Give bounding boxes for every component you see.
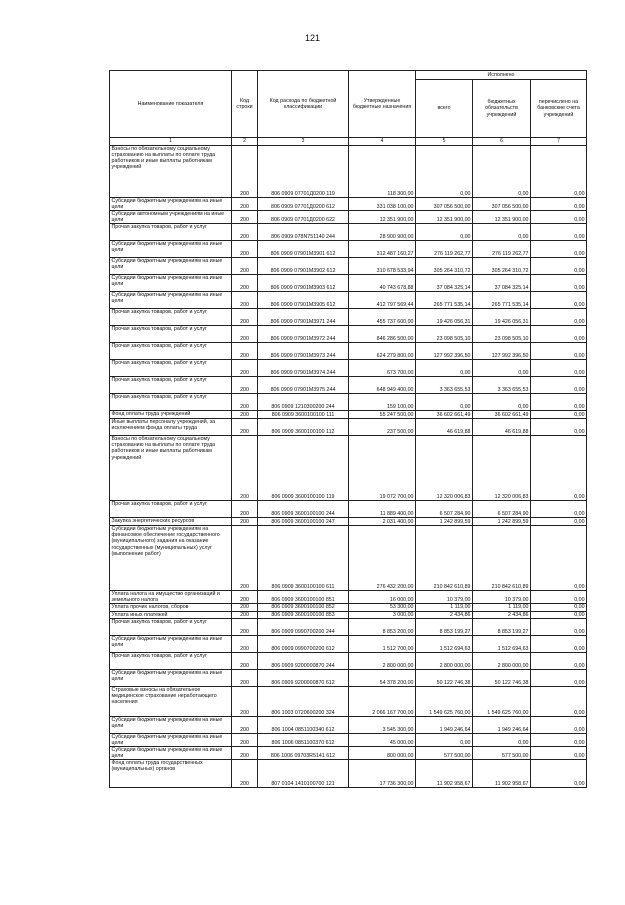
- budget-classification-code: 806 0909 0990700200 612: [258, 635, 349, 652]
- row-name: Субсидии бюджетным учреждениям на финансовое обеспечение государственного (муниципального) задания на оказание государственных (муниципальных) услуг (выполнение работ): [110, 526, 232, 591]
- executed-total: 3 363 655,53: [416, 377, 473, 394]
- budget-classification-code: 806 0909 07901М3905 612: [258, 292, 349, 309]
- table-row: [110, 224, 587, 241]
- budget-classification-code: 806 0909 07901М3974 244: [258, 360, 349, 377]
- budget-classification-code: 806 0909 1210300200 244: [258, 394, 349, 411]
- executed-transferred: 0,00: [531, 746, 587, 759]
- approved-amount: 2 800 000,00: [349, 652, 416, 669]
- header-name: Наименование показателя: [110, 71, 232, 138]
- executed-budget-institutions: 0,00: [473, 394, 531, 411]
- executed-total: 0,00: [416, 394, 473, 411]
- column-number: 6: [473, 138, 531, 146]
- row-name: Уплата налога на имущество организаций и земельного налога: [110, 591, 232, 604]
- approved-amount: 53 300,00: [349, 604, 416, 611]
- table-row: [110, 652, 587, 669]
- column-number: 5: [416, 138, 473, 146]
- budget-classification-code: 807 0104 1410100700 121: [258, 759, 349, 787]
- budget-classification-code: 806 0909 3600100100 247: [258, 518, 349, 526]
- budget-classification-code: 806 1003 0720600200 324: [258, 686, 349, 716]
- executed-transferred: 0,00: [531, 669, 587, 686]
- budget-classification-code: 806 1006 09703R5141 612: [258, 746, 349, 759]
- row-code: 200: [232, 635, 258, 652]
- approved-amount: 412 797 569,44: [349, 292, 416, 309]
- budget-classification-code: 806 1004 0851100340 612: [258, 716, 349, 733]
- executed-budget-institutions: 6 507 284,90: [473, 501, 531, 518]
- executed-transferred: 0,00: [531, 604, 587, 611]
- executed-budget-institutions: 2 800 000,00: [473, 652, 531, 669]
- approved-amount: 17 736 300,00: [349, 759, 416, 787]
- row-code: 200: [232, 360, 258, 377]
- table-row: [110, 746, 587, 759]
- table-row: [110, 394, 587, 411]
- table-row: [110, 611, 587, 618]
- table-row: [110, 146, 587, 198]
- table-row: [110, 241, 587, 258]
- executed-total: 1 512 694,63: [416, 635, 473, 652]
- header-transferred: перечислено на банковские счета учреждений: [531, 80, 587, 138]
- table-row: [110, 518, 587, 526]
- row-name: Закупка энергетических ресурсов: [110, 518, 232, 526]
- header-executed: Исполнено: [416, 71, 587, 80]
- table-row: [110, 309, 587, 326]
- approved-amount: 310 678 533,94: [349, 258, 416, 275]
- approved-amount: 8 853 200,00: [349, 618, 416, 635]
- approved-amount: 648 949 400,00: [349, 377, 416, 394]
- executed-transferred: 0,00: [531, 716, 587, 733]
- executed-transferred: 0,00: [531, 411, 587, 419]
- approved-amount: 3 545 300,00: [349, 716, 416, 733]
- executed-transferred: 0,00: [531, 309, 587, 326]
- budget-classification-code: 806 0909 3600100100 852: [258, 604, 349, 611]
- row-code: 200: [232, 146, 258, 198]
- table-row: [110, 591, 587, 604]
- budget-classification-code: 806 0909 3600100100 112: [258, 419, 349, 436]
- executed-budget-institutions: 1 119,00: [473, 604, 531, 611]
- executed-total: 2 434,86: [416, 611, 473, 618]
- executed-budget-institutions: 2 434,86: [473, 611, 531, 618]
- table-row: [110, 618, 587, 635]
- approved-amount: 846 286 500,00: [349, 326, 416, 343]
- executed-transferred: 0,00: [531, 198, 587, 211]
- executed-transferred: 0,00: [531, 501, 587, 518]
- approved-amount: 276 432 200,00: [349, 526, 416, 591]
- row-code: 200: [232, 759, 258, 787]
- executed-total: 23 098 505,10: [416, 326, 473, 343]
- approved-amount: 455 737 600,00: [349, 309, 416, 326]
- executed-budget-institutions: 0,00: [473, 146, 531, 198]
- row-name: Прочая закупка товаров, работ и услуг: [110, 394, 232, 411]
- executed-total: 6 507 284,90: [416, 501, 473, 518]
- table-row: [110, 292, 587, 309]
- budget-execution-table: [109, 70, 587, 788]
- table-row: [110, 635, 587, 652]
- approved-amount: 312 487 160,27: [349, 241, 416, 258]
- row-name: Прочая закупка товаров, работ и услуг: [110, 326, 232, 343]
- row-name: Субсидии бюджетным учреждениям на иные цели: [110, 292, 232, 309]
- row-code: 200: [232, 241, 258, 258]
- approved-amount: 159 100,00: [349, 394, 416, 411]
- table-row: [110, 604, 587, 611]
- row-name: Прочая закупка товаров, работ и услуг: [110, 343, 232, 360]
- approved-amount: 55 247 500,00: [349, 411, 416, 419]
- executed-transferred: 0,00: [531, 258, 587, 275]
- executed-total: 36 602 661,49: [416, 411, 473, 419]
- executed-total: 8 853 199,27: [416, 618, 473, 635]
- row-name: Фонд оплаты труда государственных (муниципальных) органов: [110, 759, 232, 787]
- row-code: 200: [232, 618, 258, 635]
- table-row: [110, 360, 587, 377]
- row-code: 200: [232, 716, 258, 733]
- budget-classification-code: 806 0909 0990700200 244: [258, 618, 349, 635]
- row-name: Субсидии автономным учреждениям на иные цели: [110, 211, 232, 224]
- executed-budget-institutions: 10 379,00: [473, 591, 531, 604]
- executed-total: 11 902 958,67: [416, 759, 473, 787]
- row-name: Субсидии бюджетным учреждениям на иные цели: [110, 635, 232, 652]
- executed-transferred: 0,00: [531, 394, 587, 411]
- row-code: 200: [232, 275, 258, 292]
- executed-budget-institutions: 1 242 899,59: [473, 518, 531, 526]
- executed-budget-institutions: 46 619,88: [473, 419, 531, 436]
- row-name: Субсидии бюджетным учреждениям на иные цели: [110, 669, 232, 686]
- executed-transferred: 0,00: [531, 759, 587, 787]
- column-number: 7: [531, 138, 587, 146]
- row-code: 200: [232, 343, 258, 360]
- table-row: [110, 436, 587, 501]
- header-approved: Утвержденные бюджетные назначения: [349, 71, 416, 138]
- executed-total: 210 842 610,89: [416, 526, 473, 591]
- row-code: 200: [232, 526, 258, 591]
- approved-amount: 2 031 400,00: [349, 518, 416, 526]
- executed-budget-institutions: 50 122 746,38: [473, 669, 531, 686]
- approved-amount: 800 000,00: [349, 746, 416, 759]
- executed-budget-institutions: 0,00: [473, 733, 531, 746]
- approved-amount: 40 743 678,88: [349, 275, 416, 292]
- budget-classification-code: 806 0909 3600100100 111: [258, 411, 349, 419]
- executed-total: 265 771 535,14: [416, 292, 473, 309]
- header-total: всего: [416, 80, 473, 138]
- column-number: 1: [110, 138, 232, 146]
- budget-classification-code: 806 0909 07901М3975 244: [258, 377, 349, 394]
- budget-classification-code: 806 0909 07901М3902 612: [258, 258, 349, 275]
- executed-transferred: 0,00: [531, 652, 587, 669]
- row-code: 200: [232, 436, 258, 501]
- page-number: 121: [304, 33, 321, 43]
- approved-amount: 2 066 167 700,00: [349, 686, 416, 716]
- row-code: 200: [232, 652, 258, 669]
- row-code: 200: [232, 326, 258, 343]
- budget-classification-code: 806 0909 3600100100 611: [258, 526, 349, 591]
- approved-amount: 45 000,00: [349, 733, 416, 746]
- executed-total: 0,00: [416, 733, 473, 746]
- budget-classification-code: 806 0909 07901М3971 244: [258, 309, 349, 326]
- executed-transferred: 0,00: [531, 224, 587, 241]
- executed-total: 0,00: [416, 146, 473, 198]
- row-name: Страховые взносы на обязательное медицинское страхование неработающего населения: [110, 686, 232, 716]
- table-row: [110, 258, 587, 275]
- approved-amount: 118 300,00: [349, 146, 416, 198]
- executed-budget-institutions: 307 056 500,00: [473, 198, 531, 211]
- row-name: Прочая закупка товаров, работ и услуг: [110, 360, 232, 377]
- table-row: [110, 669, 587, 686]
- budget-classification-code: 806 0909 9200000870 612: [258, 669, 349, 686]
- row-code: 200: [232, 591, 258, 604]
- executed-transferred: 0,00: [531, 618, 587, 635]
- executed-total: 1 242 899,59: [416, 518, 473, 526]
- executed-total: 2 800 000,00: [416, 652, 473, 669]
- executed-total: 1 119,00: [416, 604, 473, 611]
- approved-amount: 237 500,00: [349, 419, 416, 436]
- executed-transferred: 0,00: [531, 686, 587, 716]
- executed-transferred: 0,00: [531, 591, 587, 604]
- row-name: Взносы по обязательному социальному страхованию на выплаты по оплате труда работников и иные выплаты работникам учреждений: [110, 146, 232, 198]
- executed-budget-institutions: 265 771 535,14: [473, 292, 531, 309]
- executed-budget-institutions: 1 549 625 760,00: [473, 686, 531, 716]
- row-code: 200: [232, 419, 258, 436]
- executed-total: 12 320 006,83: [416, 436, 473, 501]
- budget-classification-code: 806 0909 9200000870 244: [258, 652, 349, 669]
- executed-total: 0,00: [416, 224, 473, 241]
- row-name: Субсидии бюджетным учреждениям на иные цели: [110, 241, 232, 258]
- approved-amount: 19 072 700,00: [349, 436, 416, 501]
- row-code: 200: [232, 211, 258, 224]
- table-row: [110, 411, 587, 419]
- budget-classification-code: 806 0909 07701Д0200 622: [258, 211, 349, 224]
- executed-transferred: 0,00: [531, 635, 587, 652]
- header-budget-code: Код расхода по бюджетной классификации: [258, 71, 349, 138]
- row-code: 200: [232, 686, 258, 716]
- executed-budget-institutions: 23 098 505,10: [473, 326, 531, 343]
- executed-budget-institutions: 11 902 958,67: [473, 759, 531, 787]
- executed-transferred: 0,00: [531, 419, 587, 436]
- approved-amount: 28 900 900,00: [349, 224, 416, 241]
- table-row: [110, 419, 587, 436]
- executed-budget-institutions: 8 853 199,27: [473, 618, 531, 635]
- approved-amount: 12 351 900,00: [349, 211, 416, 224]
- column-number: 3: [258, 138, 349, 146]
- row-name: Прочая закупка товаров, работ и услуг: [110, 224, 232, 241]
- executed-budget-institutions: 19 426 056,31: [473, 309, 531, 326]
- row-name: Фонд оплаты труда учреждений: [110, 411, 232, 419]
- executed-total: 305 264 310,72: [416, 258, 473, 275]
- table-row: [110, 733, 587, 746]
- row-name: Взносы по обязательному социальному страхованию на выплаты по оплате труда работников и иные выплаты работникам учреждений: [110, 436, 232, 501]
- budget-classification-code: 806 0909 07901М3903 612: [258, 275, 349, 292]
- row-code: 200: [232, 746, 258, 759]
- approved-amount: 331 038 100,00: [349, 198, 416, 211]
- executed-budget-institutions: 37 084 325,14: [473, 275, 531, 292]
- table-row: [110, 526, 587, 591]
- executed-budget-institutions: 305 264 310,72: [473, 258, 531, 275]
- approved-amount: 3 000,00: [349, 611, 416, 618]
- approved-amount: 16 000,00: [349, 591, 416, 604]
- executed-total: 37 084 325,14: [416, 275, 473, 292]
- budget-classification-code: 806 0909 078N751140 244: [258, 224, 349, 241]
- executed-total: 46 619,88: [416, 419, 473, 436]
- executed-budget-institutions: 0,00: [473, 224, 531, 241]
- budget-classification-code: 806 0909 07901М3972 244: [258, 326, 349, 343]
- row-code: 200: [232, 377, 258, 394]
- executed-total: 307 056 500,00: [416, 198, 473, 211]
- executed-budget-institutions: 12 320 006,83: [473, 436, 531, 501]
- executed-budget-institutions: 36 602 661,49: [473, 411, 531, 419]
- executed-total: 577 500,00: [416, 746, 473, 759]
- executed-total: 12 351 900,00: [416, 211, 473, 224]
- executed-transferred: 0,00: [531, 326, 587, 343]
- budget-classification-code: 806 0909 07901М3901 612: [258, 241, 349, 258]
- table-row: [110, 326, 587, 343]
- approved-amount: 11 889 400,00: [349, 501, 416, 518]
- row-name: Иные выплаты персоналу учреждений, за исключением фонда оплаты труда: [110, 419, 232, 436]
- row-name: Субсидии бюджетным учреждениям на иные цели: [110, 746, 232, 759]
- table-body: [110, 146, 587, 788]
- header-row-code: Код строки: [232, 71, 258, 138]
- budget-classification-code: 806 0909 07701Д0200 119: [258, 146, 349, 198]
- row-code: 200: [232, 611, 258, 618]
- budget-classification-code: 806 0909 07701Д0200 612: [258, 198, 349, 211]
- executed-total: 19 426 056,31: [416, 309, 473, 326]
- executed-transferred: 0,00: [531, 211, 587, 224]
- row-name: Субсидии бюджетным учреждениям на иные цели: [110, 198, 232, 211]
- row-name: Прочая закупка товаров, работ и услуг: [110, 309, 232, 326]
- executed-total: 1 549 625 760,00: [416, 686, 473, 716]
- budget-classification-code: 806 1006 0851100370 612: [258, 733, 349, 746]
- approved-amount: 673 700,00: [349, 360, 416, 377]
- executed-budget-institutions: 12 351 900,00: [473, 211, 531, 224]
- approved-amount: 54 378 200,00: [349, 669, 416, 686]
- row-name: Субсидии бюджетным учреждениям на иные цели: [110, 275, 232, 292]
- executed-budget-institutions: 276 119 262,77: [473, 241, 531, 258]
- row-name: Прочая закупка товаров, работ и услуг: [110, 377, 232, 394]
- executed-transferred: 0,00: [531, 733, 587, 746]
- executed-transferred: 0,00: [531, 377, 587, 394]
- executed-transferred: 0,00: [531, 436, 587, 501]
- table-row: [110, 377, 587, 394]
- executed-budget-institutions: 210 842 610,89: [473, 526, 531, 591]
- row-code: 200: [232, 292, 258, 309]
- executed-total: 1 949 246,64: [416, 716, 473, 733]
- budget-classification-code: 806 0909 07901М3973 244: [258, 343, 349, 360]
- executed-transferred: 0,00: [531, 343, 587, 360]
- row-name: Прочая закупка товаров, работ и услуг: [110, 618, 232, 635]
- executed-transferred: 0,00: [531, 526, 587, 591]
- column-number-row: [110, 138, 587, 146]
- row-code: 200: [232, 604, 258, 611]
- table-row: [110, 759, 587, 787]
- budget-classification-code: 806 0909 3600100100 244: [258, 501, 349, 518]
- row-code: 200: [232, 501, 258, 518]
- executed-budget-institutions: 0,00: [473, 360, 531, 377]
- row-code: 200: [232, 518, 258, 526]
- table-row: [110, 198, 587, 211]
- executed-budget-institutions: 577 500,00: [473, 746, 531, 759]
- executed-budget-institutions: 1 512 694,63: [473, 635, 531, 652]
- executed-total: 127 992 396,50: [416, 343, 473, 360]
- executed-transferred: 0,00: [531, 611, 587, 618]
- budget-classification-code: 806 0909 3600100100 851: [258, 591, 349, 604]
- column-number: 2: [232, 138, 258, 146]
- budget-classification-code: 806 0909 3600100100 853: [258, 611, 349, 618]
- executed-total: 0,00: [416, 360, 473, 377]
- row-name: Прочая закупка товаров, работ и услуг: [110, 501, 232, 518]
- table-row: [110, 716, 587, 733]
- row-code: 200: [232, 669, 258, 686]
- row-code: 200: [232, 733, 258, 746]
- approved-amount: 624 279 800,00: [349, 343, 416, 360]
- executed-transferred: 0,00: [531, 292, 587, 309]
- table-row: [110, 501, 587, 518]
- executed-total: 276 119 262,77: [416, 241, 473, 258]
- row-name: Субсидии бюджетным учреждениям на иные цели: [110, 258, 232, 275]
- header-budget-institutions: бюджетных обязательств учреждений: [473, 80, 531, 138]
- executed-transferred: 0,00: [531, 146, 587, 198]
- row-code: 200: [232, 198, 258, 211]
- executed-transferred: 0,00: [531, 518, 587, 526]
- row-name: Уплата иных платежей: [110, 611, 232, 618]
- column-number: 4: [349, 138, 416, 146]
- row-code: 200: [232, 258, 258, 275]
- table-row: [110, 211, 587, 224]
- row-name: Субсидии бюджетным учреждениям на иные цели: [110, 733, 232, 746]
- executed-budget-institutions: 1 949 246,64: [473, 716, 531, 733]
- executed-budget-institutions: 3 363 655,53: [473, 377, 531, 394]
- row-name: Прочая закупка товаров, работ и услуг: [110, 652, 232, 669]
- executed-total: 10 379,00: [416, 591, 473, 604]
- table-row: [110, 686, 587, 716]
- executed-transferred: 0,00: [531, 360, 587, 377]
- executed-total: 50 122 746,38: [416, 669, 473, 686]
- executed-transferred: 0,00: [531, 275, 587, 292]
- table-row: [110, 343, 587, 360]
- row-name: Субсидии бюджетным учреждениям на иные цели: [110, 716, 232, 733]
- executed-transferred: 0,00: [531, 241, 587, 258]
- row-code: 200: [232, 394, 258, 411]
- row-code: 200: [232, 411, 258, 419]
- approved-amount: 1 512 700,00: [349, 635, 416, 652]
- executed-budget-institutions: 127 992 396,50: [473, 343, 531, 360]
- row-code: 200: [232, 309, 258, 326]
- budget-classification-code: 806 0909 3600100100 119: [258, 436, 349, 501]
- row-code: 200: [232, 224, 258, 241]
- row-name: Уплата прочих налогов, сборов: [110, 604, 232, 611]
- table-row: [110, 275, 587, 292]
